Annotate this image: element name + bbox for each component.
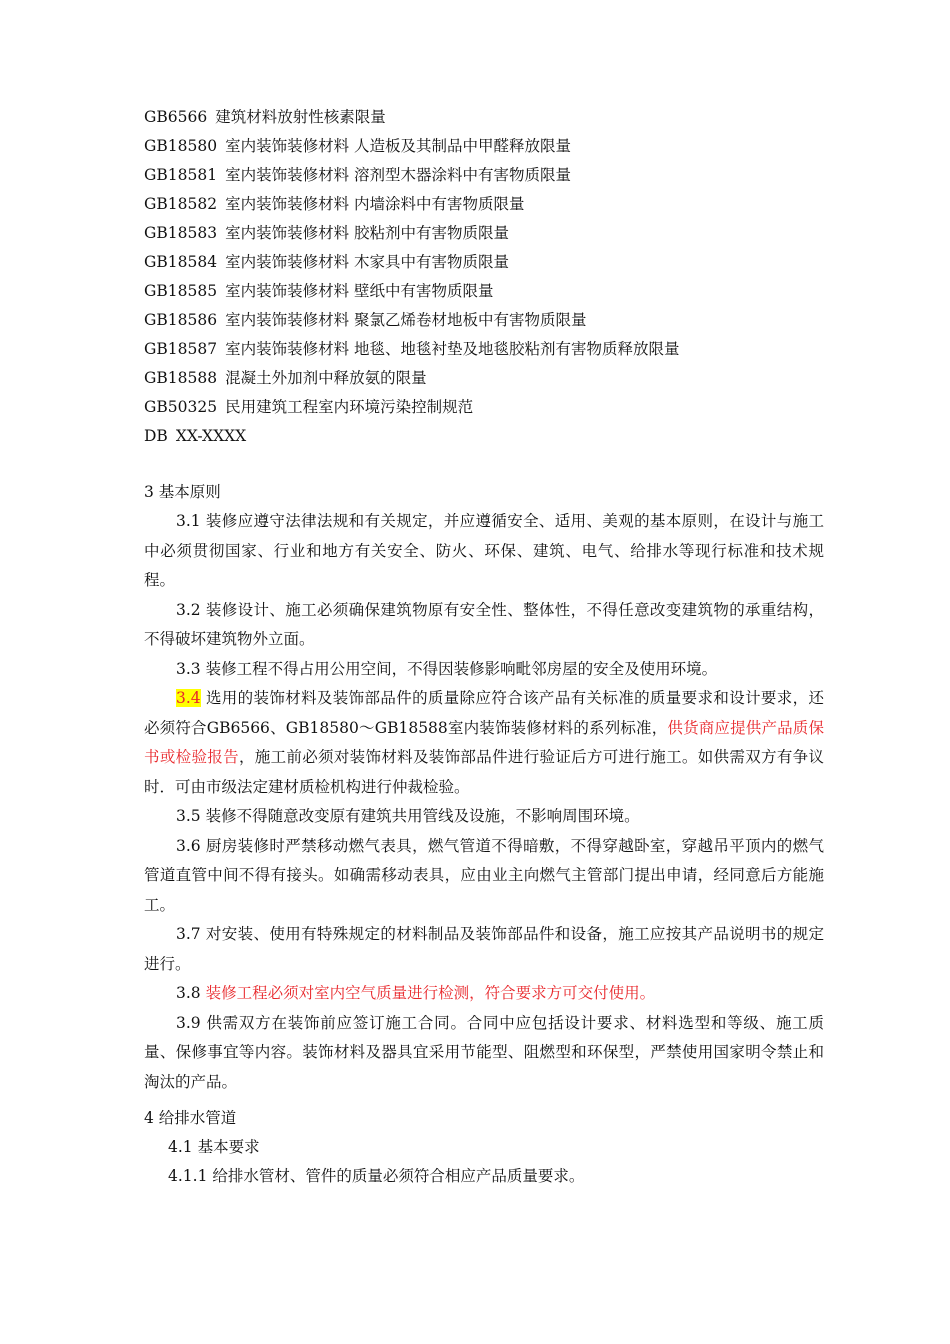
reference-standards-list: [144, 103, 824, 451]
reference-item: GB18580 室内装饰装修材料 人造板及其制品中甲醛释放限量: [144, 137, 572, 155]
paragraph-3-5: 3.5 装修不得随意改变原有建筑共用管线及设施，不影响周围环境。: [176, 807, 640, 825]
paragraph-3-8: 3.8 装修工程必须对室内空气质量进行检测，符合要求方可交付使用。: [176, 984, 656, 1002]
paragraph-3-9: 3.9 供需双方在装饰前应签订施工合同。合同中应包括设计要求、材料选型和等级、施工质量、保修事宜等内容。装饰材料及器具宜采用节能型、阻燃型和环保型，严禁使用国家明令禁止和淘汰的产品。: [144, 1013, 824, 1091]
red-emphasis-text: 装修工程必须对室内空气质量进行检测，符合要求方可交付使用。: [205, 984, 656, 1002]
paragraph-3-4: 3.4 选用的装饰材料及装饰部品件的质量除应符合该产品有关标准的质量要求和设计要求，还必须符合GB6566、GB18580～GB18588室内装饰装修材料的系列标准，供货商应提供产品质保书或检验报告，施工前必须对装饰材料及装饰部品件进行验证后方可进行施工。如供需双方有争议时．可由市级法定建材质检机构进行仲裁检验。: [144, 689, 824, 796]
reference-item: GB18583 室内装饰装修材料 胶粘剂中有害物质限量: [144, 224, 510, 242]
clause-4-1-1: 4.1.1 给排水管材、管件的质量必须符合相应产品质量要求。: [168, 1167, 585, 1185]
paragraph-3-7: 3.7 对安装、使用有特殊规定的材料制品及装饰部品件和设备，施工应按其产品说明书的规定进行。: [144, 925, 824, 973]
reference-item: GB18581 室内装饰装修材料 溶剂型木器涂料中有害物质限量: [144, 166, 572, 184]
paragraph-3-6: 3.6 厨房装修时严禁移动燃气表具，燃气管道不得暗敷，不得穿越卧室，穿越吊平顶内的燃气管道直管中间不得有接头。如确需移动表具，应由业主向燃气主管部门提出申请，经同意后方能施工。: [144, 836, 824, 914]
reference-item: GB50325 民用建筑工程室内环境污染控制规范: [144, 398, 474, 416]
section-3-basic-principles: [144, 478, 824, 1097]
reference-item: GB18587 室内装饰装修材料 地毯、地毯衬垫及地毯胶粘剂有害物质释放限量: [144, 340, 680, 358]
reference-item: GB18585 室内装饰装修材料 壁纸中有害物质限量: [144, 282, 494, 300]
subsection-4-1: 4.1 基本要求: [168, 1138, 260, 1156]
reference-item: GB18586 室内装饰装修材料 聚氯乙烯卷材地板中有害物质限量: [144, 311, 587, 329]
section-4-water-pipes: [144, 1104, 824, 1191]
reference-item: DB XX-XXXX: [144, 427, 247, 445]
paragraph-3-1: 3.1 装修应遵守法律法规和有关规定，并应遵循安全、适用、美观的基本原则，在设计与施工中必须贯彻国家、行业和地方有关安全、防火、环保、建筑、电气、给排水等现行标准和技术规程。: [144, 512, 824, 589]
section-4-heading: 4 给排水管道: [144, 1109, 237, 1127]
reference-item: GB18584 室内装饰装修材料 木家具中有害物质限量: [144, 253, 510, 271]
section-3-heading: 3 基本原则: [144, 483, 221, 501]
highlighted-clause-number: 3.4: [176, 689, 201, 707]
reference-item: GB6566 建筑材料放射性核素限量: [144, 108, 386, 126]
red-emphasis-text: 供货商应提供产品质保书或检验报告: [144, 718, 824, 766]
reference-item: GB18588 混凝土外加剂中释放氨的限量: [144, 369, 427, 387]
paragraph-3-3: 3.3 装修工程不得占用公用空间，不得因装修影响毗邻房屋的安全及使用环境。: [176, 659, 718, 678]
paragraph-3-2: 3.2 装修设计、施工必须确保建筑物原有安全性、整体性，不得任意改变建筑物的承重结构，不得破坏建筑物外立面。: [144, 600, 824, 648]
reference-item: GB18582 室内装饰装修材料 内墙涂料中有害物质限量: [144, 195, 525, 213]
